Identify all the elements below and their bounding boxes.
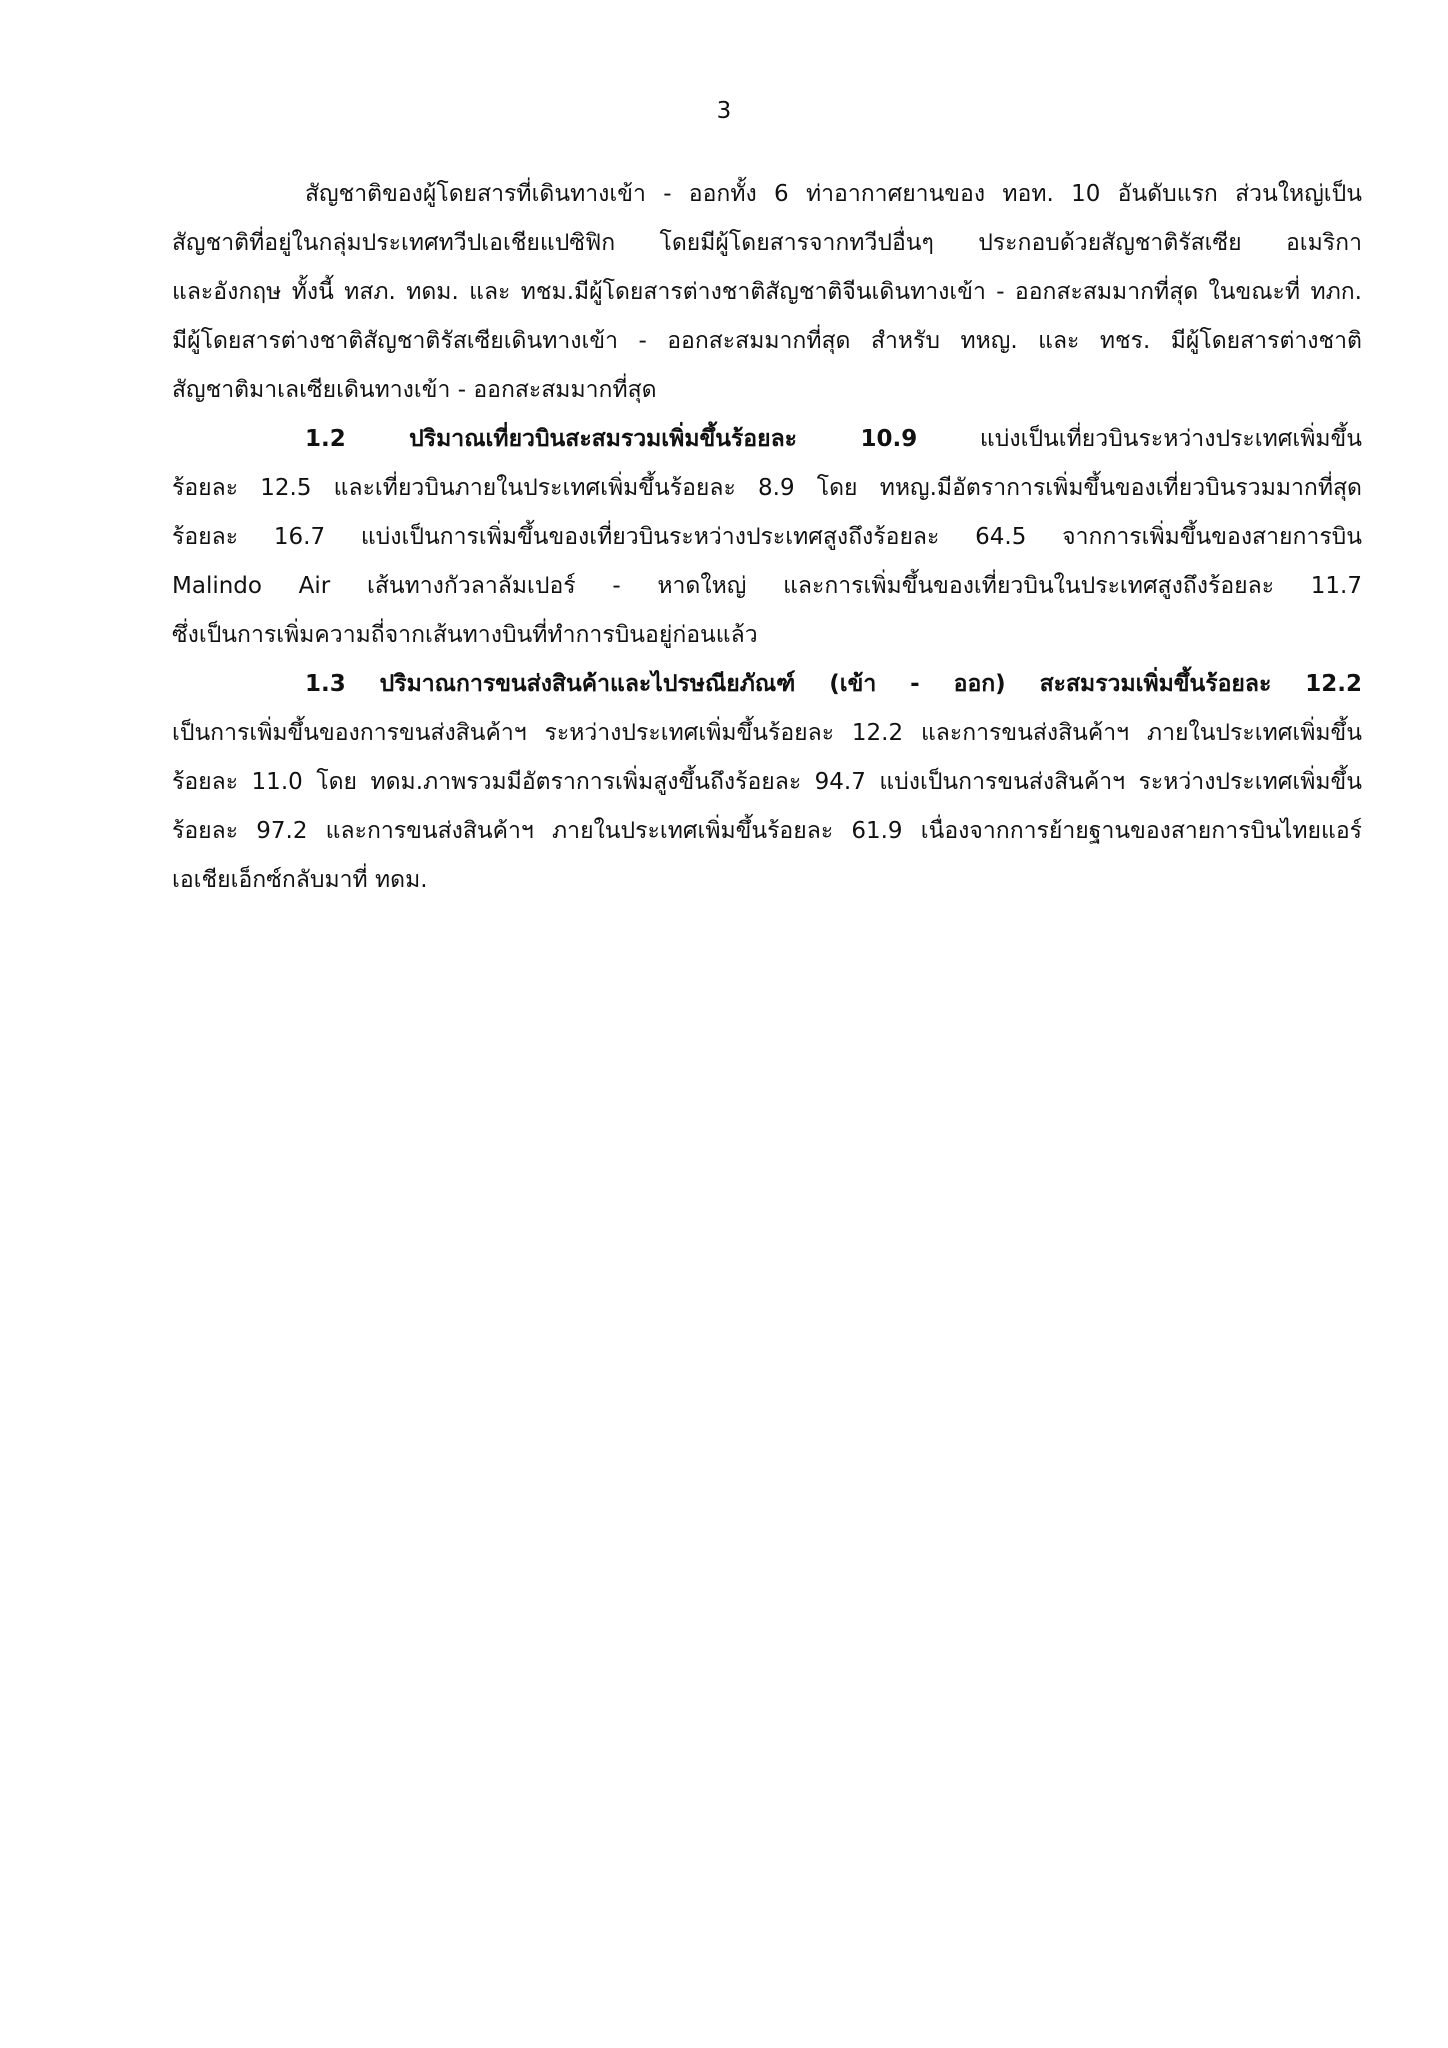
paragraph-line: สัญชาติของผู้โดยสารที่เดินทางเข้า - ออกทั้ง 6 ท่าอากาศยานของ ทอท. 10 อันดับแรก ส่วนใหญ่เป็น (305, 181, 1362, 207)
paragraph-line: Malindo Air เส้นทางกัวลาลัมเปอร์ - หาดใหญ่ และการเพิ่มขึ้นของเที่ยวบินในประเทศสูงถึงร้อยละ 11.7 (172, 573, 1362, 599)
paragraph-line: ร้อยละ 16.7 แบ่งเป็นการเพิ่มขึ้นของเที่ยวบินระหว่างประเทศสูงถึงร้อยละ 64.5 จากการเพิ่มขึ้นของสายการบิน (172, 524, 1362, 550)
page-number: 3 (716, 98, 732, 124)
paragraph-line: สัญชาติที่อยู่ในกลุ่มประเทศทวีปเอเชียแปซิฟิก โดยมีผู้โดยสารจากทวีปอื่นๆ ประกอบด้วยสัญชาติรัสเซีย อเมริกา (172, 230, 1362, 256)
paragraph-line: เป็นการเพิ่มขึ้นของการขนส่งสินค้าฯ ระหว่างประเทศเพิ่มขึ้นร้อยละ 12.2 และการขนส่งสินค้าฯ ภายในประเทศเพิ่มขึ้น (172, 720, 1362, 746)
paragraph-line: ร้อยละ 12.5 และเที่ยวบินภายในประเทศเพิ่มขึ้นร้อยละ 8.9 โดย ทหญ.มีอัตราการเพิ่มขึ้นของเที่ยวบินรวมมากที่สุด (172, 475, 1362, 501)
section-first-line (172, 415, 1362, 464)
section-flights (172, 415, 1362, 660)
section-heading: 1.3 ปริมาณการขนส่งสินค้าและไปรษณียภัณฑ์ (เข้า - ออก) สะสมรวมเพิ่มขึ้นร้อยละ 12.2 (305, 671, 1362, 697)
paragraph-line: ร้อยละ 97.2 และการขนส่งสินค้าฯ ภายในประเทศเพิ่มขึ้นร้อยละ 61.9 เนื่องจากการย้ายฐานของสายการบินไทยแอร์ (172, 818, 1362, 844)
paragraph-line: ร้อยละ 11.0 โดย ทดม.ภาพรวมมีอัตราการเพิ่มสูงขึ้นถึงร้อยละ 94.7 แบ่งเป็นการขนส่งสินค้าฯ ระหว่างประเทศเพิ่มขึ้น (172, 769, 1362, 795)
section-heading: 1.2 ปริมาณเที่ยวบินสะสมรวมเพิ่มขึ้นร้อยละ 10.9 (305, 426, 918, 452)
paragraph-line: สัญชาติมาเลเซียเดินทางเข้า - ออกสะสมมากที่สุด (172, 377, 657, 403)
paragraph-line: และอังกฤษ ทั้งนี้ ทสภ. ทดม. และ ทชม.มีผู้โดยสารต่างชาติสัญชาติจีนเดินทางเข้า - ออกสะสมมากที่สุด ในขณะที่ ทภก. (172, 279, 1362, 305)
paragraph-line: มีผู้โดยสารต่างชาติสัญชาติรัสเซียเดินทางเข้า - ออกสะสมมากที่สุด สำหรับ ทหญ. และ ทชร. มีผู้โดยสารต่างชาติ (172, 328, 1362, 354)
paragraph-line: เอเชียเอ็กซ์กลับมาที่ ทดม. (172, 867, 428, 893)
document-body (172, 170, 1362, 905)
section-cargo (172, 660, 1362, 905)
paragraph-nationality (172, 170, 1362, 415)
section-heading-continuation: แบ่งเป็นเที่ยวบินระหว่างประเทศเพิ่มขึ้น (917, 426, 1362, 452)
paragraph-line: ซึ่งเป็นการเพิ่มความถี่จากเส้นทางบินที่ทำการบินอยู่ก่อนแล้ว (172, 622, 758, 648)
